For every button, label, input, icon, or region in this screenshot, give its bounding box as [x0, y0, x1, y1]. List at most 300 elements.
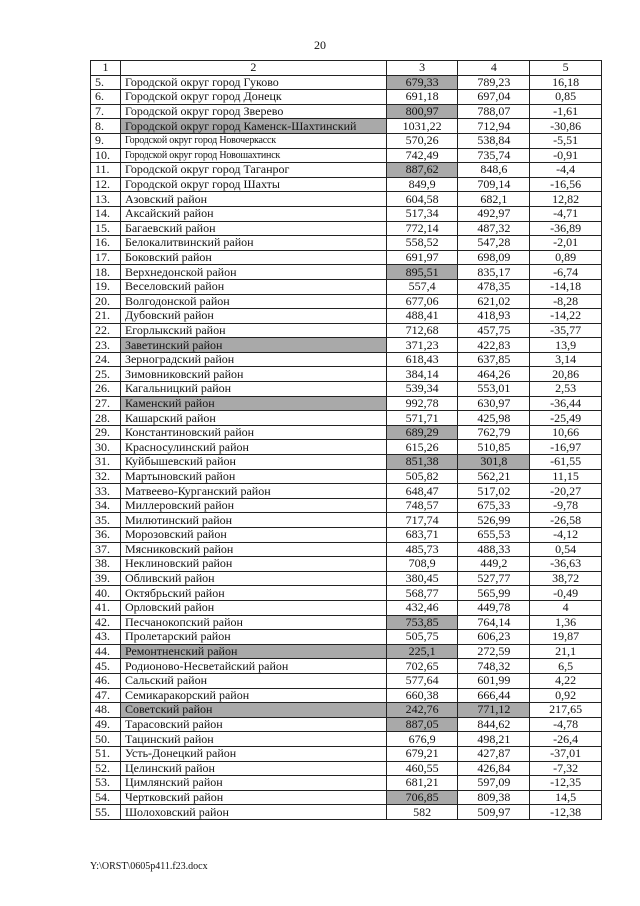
column-3-value-cell: 772,14	[386, 221, 458, 236]
column-3-value-cell: 505,75	[386, 630, 458, 645]
column-5-value-cell: 4	[530, 600, 602, 615]
row-number-cell: 39.	[91, 571, 121, 586]
column-5-value-cell: -12,38	[530, 805, 602, 820]
column-4-value-cell: 509,97	[458, 805, 530, 820]
district-name-cell: Неклиновский район	[120, 557, 386, 572]
table-row	[91, 163, 602, 178]
column-4-value-cell: 553,01	[458, 382, 530, 397]
column-3-value-cell: 570,26	[386, 133, 458, 148]
column-5-value-cell: -12,35	[530, 776, 602, 791]
column-3-value-cell: 681,21	[386, 776, 458, 791]
column-5-value-cell: -30,86	[530, 119, 602, 134]
column-4-value-cell: 675,33	[458, 498, 530, 513]
column-5-value-cell: 13,9	[530, 338, 602, 353]
row-number-cell: 40.	[91, 586, 121, 601]
district-name-cell: Городской округ город Новочеркасск	[120, 133, 386, 148]
row-number-cell: 38.	[91, 557, 121, 572]
row-number-cell: 27.	[91, 396, 121, 411]
district-name-cell: Цимлянский район	[120, 776, 386, 791]
district-name-cell: Городской округ город Шахты	[120, 177, 386, 192]
district-name-cell: Заветинский район	[120, 338, 386, 353]
column-5-value-cell: -4,12	[530, 528, 602, 543]
column-3-value-cell: 717,74	[386, 513, 458, 528]
column-4-value-cell: 449,2	[458, 557, 530, 572]
district-name-cell: Октябрьский район	[120, 586, 386, 601]
column-5-value-cell: 0,89	[530, 250, 602, 265]
table-row	[91, 367, 602, 382]
table-row	[91, 498, 602, 513]
column-3-value-cell: 225,1	[386, 644, 458, 659]
column-5-value-cell: -5,51	[530, 133, 602, 148]
table-row	[91, 761, 602, 776]
column-4-value-cell: 621,02	[458, 294, 530, 309]
table-row	[91, 352, 602, 367]
column-3-value-cell: 712,68	[386, 323, 458, 338]
table-row	[91, 309, 602, 324]
column-4-value-cell: 601,99	[458, 673, 530, 688]
column-5-value-cell: -16,56	[530, 177, 602, 192]
column-5-value-cell: -7,32	[530, 761, 602, 776]
district-name-cell: Городской округ город Таганрог	[120, 163, 386, 178]
row-number-cell: 47.	[91, 688, 121, 703]
column-3-value-cell: 992,78	[386, 396, 458, 411]
column-3-value-cell: 557,4	[386, 279, 458, 294]
district-name-cell: Целинский район	[120, 761, 386, 776]
row-number-cell: 25.	[91, 367, 121, 382]
column-5-value-cell: -4,71	[530, 206, 602, 221]
column-3-value-cell: 615,26	[386, 440, 458, 455]
row-number-cell: 20.	[91, 294, 121, 309]
column-3-value-cell: 708,9	[386, 557, 458, 572]
row-number-cell: 49.	[91, 717, 121, 732]
column-4-value-cell: 697,04	[458, 90, 530, 105]
row-number-cell: 43.	[91, 630, 121, 645]
district-name-cell: Аксайский район	[120, 206, 386, 221]
column-4-value-cell: 538,84	[458, 133, 530, 148]
column-5-value-cell: -6,74	[530, 265, 602, 280]
column-4-value-cell: 835,17	[458, 265, 530, 280]
district-name-cell: Боковский район	[120, 250, 386, 265]
column-3-value-cell: 618,43	[386, 352, 458, 367]
column-4-value-cell: 597,09	[458, 776, 530, 791]
row-number-cell: 17.	[91, 250, 121, 265]
row-number-cell: 35.	[91, 513, 121, 528]
row-number-cell: 13.	[91, 192, 121, 207]
row-number-cell: 51.	[91, 746, 121, 761]
column-4-value-cell: 562,21	[458, 469, 530, 484]
table-row	[91, 615, 602, 630]
column-3-value-cell: 683,71	[386, 528, 458, 543]
column-4-value-cell: 771,12	[458, 703, 530, 718]
column-3-value-cell: 384,14	[386, 367, 458, 382]
table-row	[91, 469, 602, 484]
table-row	[91, 776, 602, 791]
column-4-value-cell: 606,23	[458, 630, 530, 645]
row-number-cell: 26.	[91, 382, 121, 397]
column-5-value-cell: 0,54	[530, 542, 602, 557]
column-5-value-cell: -8,28	[530, 294, 602, 309]
column-5-value-cell: 14,5	[530, 790, 602, 805]
column-5-value-cell: 21,1	[530, 644, 602, 659]
district-name-cell: Красносулинский район	[120, 440, 386, 455]
column-5-value-cell: -0,91	[530, 148, 602, 163]
table-row	[91, 323, 602, 338]
column-4-value-cell: 498,21	[458, 732, 530, 747]
column-3-value-cell: 887,62	[386, 163, 458, 178]
district-name-cell: Мартыновский район	[120, 469, 386, 484]
column-4-value-cell: 666,44	[458, 688, 530, 703]
column-5-value-cell: -36,89	[530, 221, 602, 236]
table-row	[91, 673, 602, 688]
row-number-cell: 11.	[91, 163, 121, 178]
column-3-value-cell: 851,38	[386, 455, 458, 470]
table-row	[91, 644, 602, 659]
column-3-value-cell: 679,33	[386, 75, 458, 90]
table-row	[91, 425, 602, 440]
district-name-cell: Мясниковский район	[120, 542, 386, 557]
column-3-value-cell: 539,34	[386, 382, 458, 397]
table-row	[91, 133, 602, 148]
column-3-value-cell: 1031,22	[386, 119, 458, 134]
district-name-cell: Сальский район	[120, 673, 386, 688]
row-number-cell: 29.	[91, 425, 121, 440]
table-row	[91, 586, 602, 601]
column-5-value-cell: 1,36	[530, 615, 602, 630]
row-number-cell: 8.	[91, 119, 121, 134]
column-5-value-cell: 16,18	[530, 75, 602, 90]
column-3-value-cell: 895,51	[386, 265, 458, 280]
district-name-cell: Чертковский район	[120, 790, 386, 805]
column-5-value-cell: -25,49	[530, 411, 602, 426]
column-5-value-cell: -26,4	[530, 732, 602, 747]
row-number-cell: 42.	[91, 615, 121, 630]
table-body	[91, 61, 602, 820]
column-3-value-cell: 485,73	[386, 542, 458, 557]
column-4-value-cell: 526,99	[458, 513, 530, 528]
district-name-cell: Орловский район	[120, 600, 386, 615]
table-row	[91, 717, 602, 732]
row-number-cell: 6.	[91, 90, 121, 105]
column-5-value-cell: -4,78	[530, 717, 602, 732]
column-4-value-cell: 630,97	[458, 396, 530, 411]
column-3-value-cell: 748,57	[386, 498, 458, 513]
table-row	[91, 455, 602, 470]
row-number-cell: 44.	[91, 644, 121, 659]
table-row	[91, 90, 602, 105]
row-number-cell: 7.	[91, 104, 121, 119]
row-number-cell: 45.	[91, 659, 121, 674]
table-row	[91, 440, 602, 455]
data-table	[90, 60, 602, 820]
column-4-value-cell: 712,94	[458, 119, 530, 134]
row-number-cell: 55.	[91, 805, 121, 820]
table-row	[91, 659, 602, 674]
column-3-value-cell: 371,23	[386, 338, 458, 353]
district-name-cell: Городской округ город Новошахтинск	[120, 148, 386, 163]
table-row	[91, 206, 602, 221]
column-4-value-cell: 698,09	[458, 250, 530, 265]
column-4-value-cell: 547,28	[458, 236, 530, 251]
column-5-value-cell: -1,61	[530, 104, 602, 119]
district-name-cell: Веселовский район	[120, 279, 386, 294]
column-5-value-cell: 11,15	[530, 469, 602, 484]
column-4-value-cell: 809,38	[458, 790, 530, 805]
district-name-cell: Дубовский район	[120, 309, 386, 324]
column-5-value-cell: 12,82	[530, 192, 602, 207]
district-name-cell: Городской округ город Донецк	[120, 90, 386, 105]
row-number-cell: 36.	[91, 528, 121, 543]
column-5-value-cell: 38,72	[530, 571, 602, 586]
table-row	[91, 790, 602, 805]
table-row	[91, 279, 602, 294]
column-5-value-cell: -37,01	[530, 746, 602, 761]
column-4-value-cell: 789,23	[458, 75, 530, 90]
column-5-value-cell: -9,78	[530, 498, 602, 513]
column-3-value-cell: 505,82	[386, 469, 458, 484]
column-3-value-cell: 380,45	[386, 571, 458, 586]
column-3-value-cell: 677,06	[386, 294, 458, 309]
district-name-cell: Зимовниковский район	[120, 367, 386, 382]
table-row	[91, 746, 602, 761]
column-4-value-cell: 426,84	[458, 761, 530, 776]
row-number-cell: 53.	[91, 776, 121, 791]
district-name-cell: Советский район	[120, 703, 386, 718]
table-row	[91, 177, 602, 192]
column-3-value-cell: 568,77	[386, 586, 458, 601]
district-name-cell: Пролетарский район	[120, 630, 386, 645]
table-row	[91, 484, 602, 499]
column-3-value-cell: 488,41	[386, 309, 458, 324]
table-row	[91, 338, 602, 353]
column-5-value-cell: 20,86	[530, 367, 602, 382]
column-4-value-cell: 422,83	[458, 338, 530, 353]
table-row	[91, 513, 602, 528]
table-row	[91, 600, 602, 615]
district-name-cell: Шолоховский район	[120, 805, 386, 820]
column-3-value-cell: 691,18	[386, 90, 458, 105]
table-row	[91, 805, 602, 820]
district-name-cell: Усть-Донецкий район	[120, 746, 386, 761]
table-row	[91, 571, 602, 586]
district-name-cell: Кагальницкий район	[120, 382, 386, 397]
row-number-cell: 15.	[91, 221, 121, 236]
column-4-value-cell: 517,02	[458, 484, 530, 499]
table-row	[91, 119, 602, 134]
column-4-value-cell: 565,99	[458, 586, 530, 601]
row-number-cell: 19.	[91, 279, 121, 294]
column-5-value-cell: -35,77	[530, 323, 602, 338]
column-3-value-cell: 571,71	[386, 411, 458, 426]
column-3-value-cell: 648,47	[386, 484, 458, 499]
row-number-cell: 12.	[91, 177, 121, 192]
district-name-cell: Волгодонской район	[120, 294, 386, 309]
district-name-cell: Кашарский район	[120, 411, 386, 426]
column-3-value-cell: 753,85	[386, 615, 458, 630]
row-number-cell: 50.	[91, 732, 121, 747]
table-header-row	[91, 61, 602, 76]
table-row	[91, 396, 602, 411]
column-4-value-cell: 418,93	[458, 309, 530, 324]
column-5-value-cell: -14,22	[530, 309, 602, 324]
row-number-cell: 31.	[91, 455, 121, 470]
district-name-cell: Семикаракорский район	[120, 688, 386, 703]
column-3-value-cell: 849,9	[386, 177, 458, 192]
district-name-cell: Багаевский район	[120, 221, 386, 236]
row-number-cell: 10.	[91, 148, 121, 163]
row-number-cell: 28.	[91, 411, 121, 426]
column-4-value-cell: 487,32	[458, 221, 530, 236]
column-3-value-cell: 689,29	[386, 425, 458, 440]
table-row	[91, 703, 602, 718]
column-4-value-cell: 762,79	[458, 425, 530, 440]
table-row	[91, 557, 602, 572]
district-name-cell: Родионово-Несветайский район	[120, 659, 386, 674]
table-row	[91, 688, 602, 703]
column-5-value-cell: 0,92	[530, 688, 602, 703]
row-number-cell: 41.	[91, 600, 121, 615]
row-number-cell: 18.	[91, 265, 121, 280]
table-row	[91, 630, 602, 645]
column-3-value-cell: 660,38	[386, 688, 458, 703]
column-4-value-cell: 637,85	[458, 352, 530, 367]
row-number-cell: 37.	[91, 542, 121, 557]
column-4-value-cell: 709,14	[458, 177, 530, 192]
district-name-cell: Морозовский район	[120, 528, 386, 543]
row-number-cell: 16.	[91, 236, 121, 251]
row-number-cell: 23.	[91, 338, 121, 353]
column-3-value-cell: 702,65	[386, 659, 458, 674]
table-row	[91, 221, 602, 236]
table-row	[91, 75, 602, 90]
table-row	[91, 382, 602, 397]
column-4-value-cell: 748,32	[458, 659, 530, 674]
column-5-value-cell: -2,01	[530, 236, 602, 251]
district-name-cell: Милютинский район	[120, 513, 386, 528]
column-5-value-cell: 19,87	[530, 630, 602, 645]
row-number-cell: 24.	[91, 352, 121, 367]
column-4-value-cell: 682,1	[458, 192, 530, 207]
header-cell-3: 3	[386, 61, 458, 76]
column-3-value-cell: 242,76	[386, 703, 458, 718]
column-4-value-cell: 478,35	[458, 279, 530, 294]
column-4-value-cell: 844,62	[458, 717, 530, 732]
row-number-cell: 21.	[91, 309, 121, 324]
column-4-value-cell: 735,74	[458, 148, 530, 163]
district-name-cell: Тарасовский район	[120, 717, 386, 732]
column-4-value-cell: 848,6	[458, 163, 530, 178]
column-4-value-cell: 464,26	[458, 367, 530, 382]
row-number-cell: 14.	[91, 206, 121, 221]
table-row	[91, 148, 602, 163]
column-5-value-cell: 3,14	[530, 352, 602, 367]
column-3-value-cell: 887,05	[386, 717, 458, 732]
column-3-value-cell: 691,97	[386, 250, 458, 265]
column-4-value-cell: 488,33	[458, 542, 530, 557]
column-5-value-cell: -26,58	[530, 513, 602, 528]
column-5-value-cell: 10,66	[530, 425, 602, 440]
district-name-cell: Верхнедонской район	[120, 265, 386, 280]
column-3-value-cell: 679,21	[386, 746, 458, 761]
column-4-value-cell: 510,85	[458, 440, 530, 455]
column-4-value-cell: 457,75	[458, 323, 530, 338]
row-number-cell: 52.	[91, 761, 121, 776]
table-row	[91, 294, 602, 309]
column-4-value-cell: 788,07	[458, 104, 530, 119]
column-4-value-cell: 427,87	[458, 746, 530, 761]
district-name-cell: Миллеровский район	[120, 498, 386, 513]
table-row	[91, 265, 602, 280]
row-number-cell: 46.	[91, 673, 121, 688]
row-number-cell: 33.	[91, 484, 121, 499]
district-name-cell: Егорлыкский район	[120, 323, 386, 338]
column-5-value-cell: -36,63	[530, 557, 602, 572]
column-5-value-cell: -0,49	[530, 586, 602, 601]
column-5-value-cell: -20,27	[530, 484, 602, 499]
table-row	[91, 236, 602, 251]
column-5-value-cell: -14,18	[530, 279, 602, 294]
district-name-cell: Константиновский район	[120, 425, 386, 440]
column-4-value-cell: 449,78	[458, 600, 530, 615]
column-4-value-cell: 425,98	[458, 411, 530, 426]
column-3-value-cell: 604,58	[386, 192, 458, 207]
column-3-value-cell: 517,34	[386, 206, 458, 221]
district-name-cell: Азовский район	[120, 192, 386, 207]
column-5-value-cell: -16,97	[530, 440, 602, 455]
column-3-value-cell: 706,85	[386, 790, 458, 805]
column-3-value-cell: 582	[386, 805, 458, 820]
header-cell-4: 4	[458, 61, 530, 76]
row-number-cell: 32.	[91, 469, 121, 484]
header-cell-2: 2	[120, 61, 386, 76]
column-4-value-cell: 527,77	[458, 571, 530, 586]
table-row	[91, 104, 602, 119]
table-row	[91, 411, 602, 426]
district-name-cell: Песчанокопский район	[120, 615, 386, 630]
district-name-cell: Тацинский район	[120, 732, 386, 747]
column-4-value-cell: 764,14	[458, 615, 530, 630]
column-3-value-cell: 460,55	[386, 761, 458, 776]
table-row	[91, 192, 602, 207]
row-number-cell: 48.	[91, 703, 121, 718]
column-5-value-cell: 217,65	[530, 703, 602, 718]
district-name-cell: Белокалитвинский район	[120, 236, 386, 251]
district-name-cell: Зерноградский район	[120, 352, 386, 367]
column-4-value-cell: 655,53	[458, 528, 530, 543]
file-path-footer: Y:\ORST\0605p411.f23.docx	[90, 861, 208, 872]
column-5-value-cell: -61,55	[530, 455, 602, 470]
district-name-cell: Городской округ город Гуково	[120, 75, 386, 90]
column-3-value-cell: 432,46	[386, 600, 458, 615]
row-number-cell: 5.	[91, 75, 121, 90]
row-number-cell: 9.	[91, 133, 121, 148]
column-4-value-cell: 301,8	[458, 455, 530, 470]
column-4-value-cell: 272,59	[458, 644, 530, 659]
column-4-value-cell: 492,97	[458, 206, 530, 221]
district-name-cell: Каменский район	[120, 396, 386, 411]
page-number: 20	[314, 38, 326, 52]
district-name-cell: Городской округ город Зверево	[120, 104, 386, 119]
row-number-cell: 30.	[91, 440, 121, 455]
column-3-value-cell: 676,9	[386, 732, 458, 747]
district-name-cell: Матвеево-Курганский район	[120, 484, 386, 499]
column-5-value-cell: 2,53	[530, 382, 602, 397]
table-row	[91, 732, 602, 747]
column-5-value-cell: -4,4	[530, 163, 602, 178]
column-3-value-cell: 558,52	[386, 236, 458, 251]
column-5-value-cell: 6,5	[530, 659, 602, 674]
district-name-cell: Куйбышевский район	[120, 455, 386, 470]
row-number-cell: 22.	[91, 323, 121, 338]
